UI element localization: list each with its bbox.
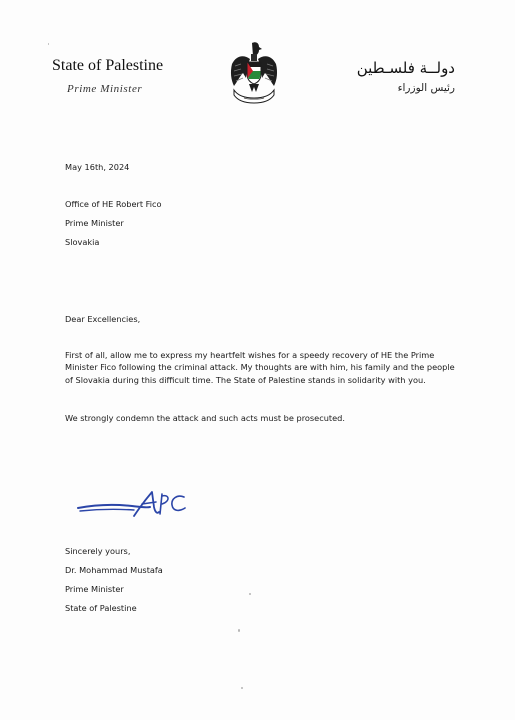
signatory-organization: State of Palestine xyxy=(65,603,137,613)
body-paragraph-2: We strongly condemn the attack and such acts must be prosecuted. xyxy=(65,413,345,423)
paper-speck xyxy=(238,629,240,632)
letterhead-state-en: State of Palestine xyxy=(52,57,164,74)
letterhead-state-ar: دولــة فلسـطين xyxy=(356,59,455,77)
handwritten-signature xyxy=(76,487,188,523)
paper-speck xyxy=(48,43,49,45)
recipient-line-1: Office of HE Robert Fico xyxy=(65,199,162,209)
letterhead-arabic xyxy=(357,59,455,94)
letterhead-office-en: Prime Minister xyxy=(67,83,143,95)
body-paragraph-1: First of all, allow me to express my heartfelt wishes for a speedy recovery of HE the Prime Minister Fico following the criminal attack. My thoughts are with him, his family and the people of Slovakia during this difficult time. The State of Palestine stands in solidarity with you. xyxy=(65,350,455,385)
letterhead-english xyxy=(52,57,182,95)
paper-speck xyxy=(241,687,243,689)
eagle-emblem-icon xyxy=(226,40,282,106)
letterhead-office-ar: رئيس الوزراء xyxy=(397,82,455,94)
paper-speck xyxy=(249,593,251,595)
letter-date: May 16th, 2024 xyxy=(65,162,130,172)
signatory-name: Dr. Mohammad Mustafa xyxy=(65,565,163,575)
closing-valediction: Sincerely yours, xyxy=(65,546,131,556)
recipient-line-3: Slovakia xyxy=(65,237,100,247)
salutation: Dear Excellencies, xyxy=(65,314,141,324)
recipient-line-2: Prime Minister xyxy=(65,218,124,228)
signatory-title: Prime Minister xyxy=(65,584,124,594)
